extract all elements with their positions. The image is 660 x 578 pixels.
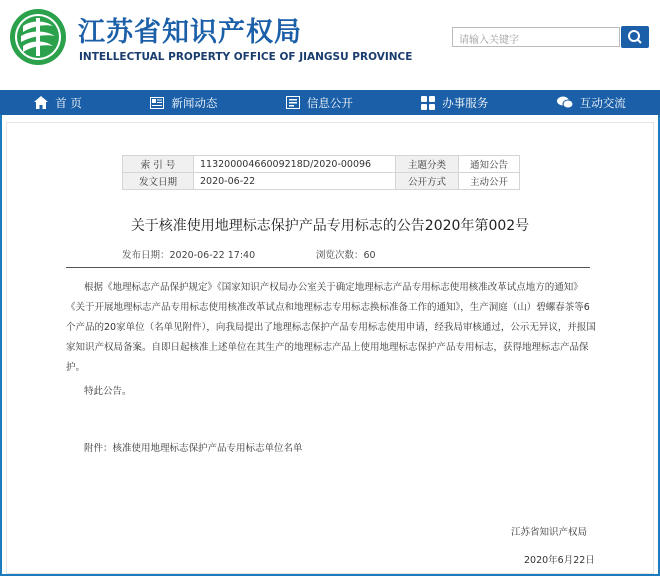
nav-item-home[interactable] bbox=[34, 95, 82, 111]
home-icon bbox=[34, 96, 48, 109]
info-icon bbox=[286, 96, 300, 109]
nav-label: 互动交流 bbox=[579, 95, 626, 110]
title-divider bbox=[66, 267, 590, 268]
site-title: 江苏省知识产权局 bbox=[78, 17, 302, 48]
site-logo-icon[interactable] bbox=[9, 8, 67, 66]
date-value: 2020-06-22 bbox=[194, 173, 396, 190]
disclosure-label: 公开方式 bbox=[396, 173, 459, 190]
nav-label: 办事服务 bbox=[442, 95, 489, 110]
chat-icon bbox=[557, 96, 573, 109]
nav-label: 首 页 bbox=[55, 95, 82, 110]
signature-date: 2020年6月22日 bbox=[524, 555, 595, 566]
search-input[interactable]: 请输入关键字 bbox=[452, 27, 620, 47]
document-meta-table bbox=[122, 155, 520, 190]
nav-label: 信息公开 bbox=[306, 95, 353, 110]
disclosure-value: 主动公开 bbox=[459, 173, 520, 190]
article-title: 关于核准使用地理标志保护产品专用标志的公告2020年第002号 bbox=[130, 218, 530, 234]
nav-item-info[interactable] bbox=[286, 95, 353, 111]
site-header bbox=[0, 0, 660, 90]
site-subtitle: INTELLECTUAL PROPERTY OFFICE OF JIANGSU PROVINCE bbox=[79, 51, 413, 63]
article-body: 根据《地理标志产品保护规定》《国家知识产权局办公室关于确定地理标志产品专用标志使用核准改革试点地方的通知》《关于开展地理标志产品专用标志使用核准改革试点和地理标志专用标志换标准备工作的通知》，生产洞庭（山）碧螺春茶等6个产品的20家单位（名单见附件），向我局提出了地理标志保护产品专用标志使用申请，经我局审核通过，公示无异议，并报国家知识产权局备案。自即日起核准上述单位在其生产的地理标志产品上使用地理标志保护产品专用标志，获得地理标志产品保护。 bbox=[66, 282, 596, 373]
search-icon bbox=[621, 26, 649, 48]
publish-date: 发布日期：2020-06-22 17:40 bbox=[122, 250, 256, 261]
main-nav bbox=[0, 90, 660, 115]
news-icon bbox=[150, 97, 164, 109]
view-count: 浏览次数：60 bbox=[316, 250, 376, 261]
category-label: 主题分类 bbox=[396, 156, 459, 173]
closing-notice: 特此公告。 bbox=[84, 386, 132, 397]
search-button[interactable] bbox=[621, 26, 649, 48]
date-label: 发文日期 bbox=[123, 173, 194, 190]
nav-item-service[interactable] bbox=[421, 95, 488, 111]
index-number-label: 索 引 号 bbox=[123, 156, 194, 173]
index-number-value: 11320000466009218D/2020-00096 bbox=[194, 156, 396, 173]
service-icon bbox=[421, 96, 435, 110]
nav-item-interact[interactable] bbox=[557, 95, 626, 111]
category-value: 通知公告 bbox=[459, 156, 520, 173]
attachment-link[interactable]: 附件：核准使用地理标志保护产品专用标志单位名单 bbox=[84, 443, 303, 454]
signature-org: 江苏省知识产权局 bbox=[511, 527, 588, 538]
nav-item-news[interactable] bbox=[150, 95, 217, 111]
nav-label: 新闻动态 bbox=[171, 95, 218, 110]
